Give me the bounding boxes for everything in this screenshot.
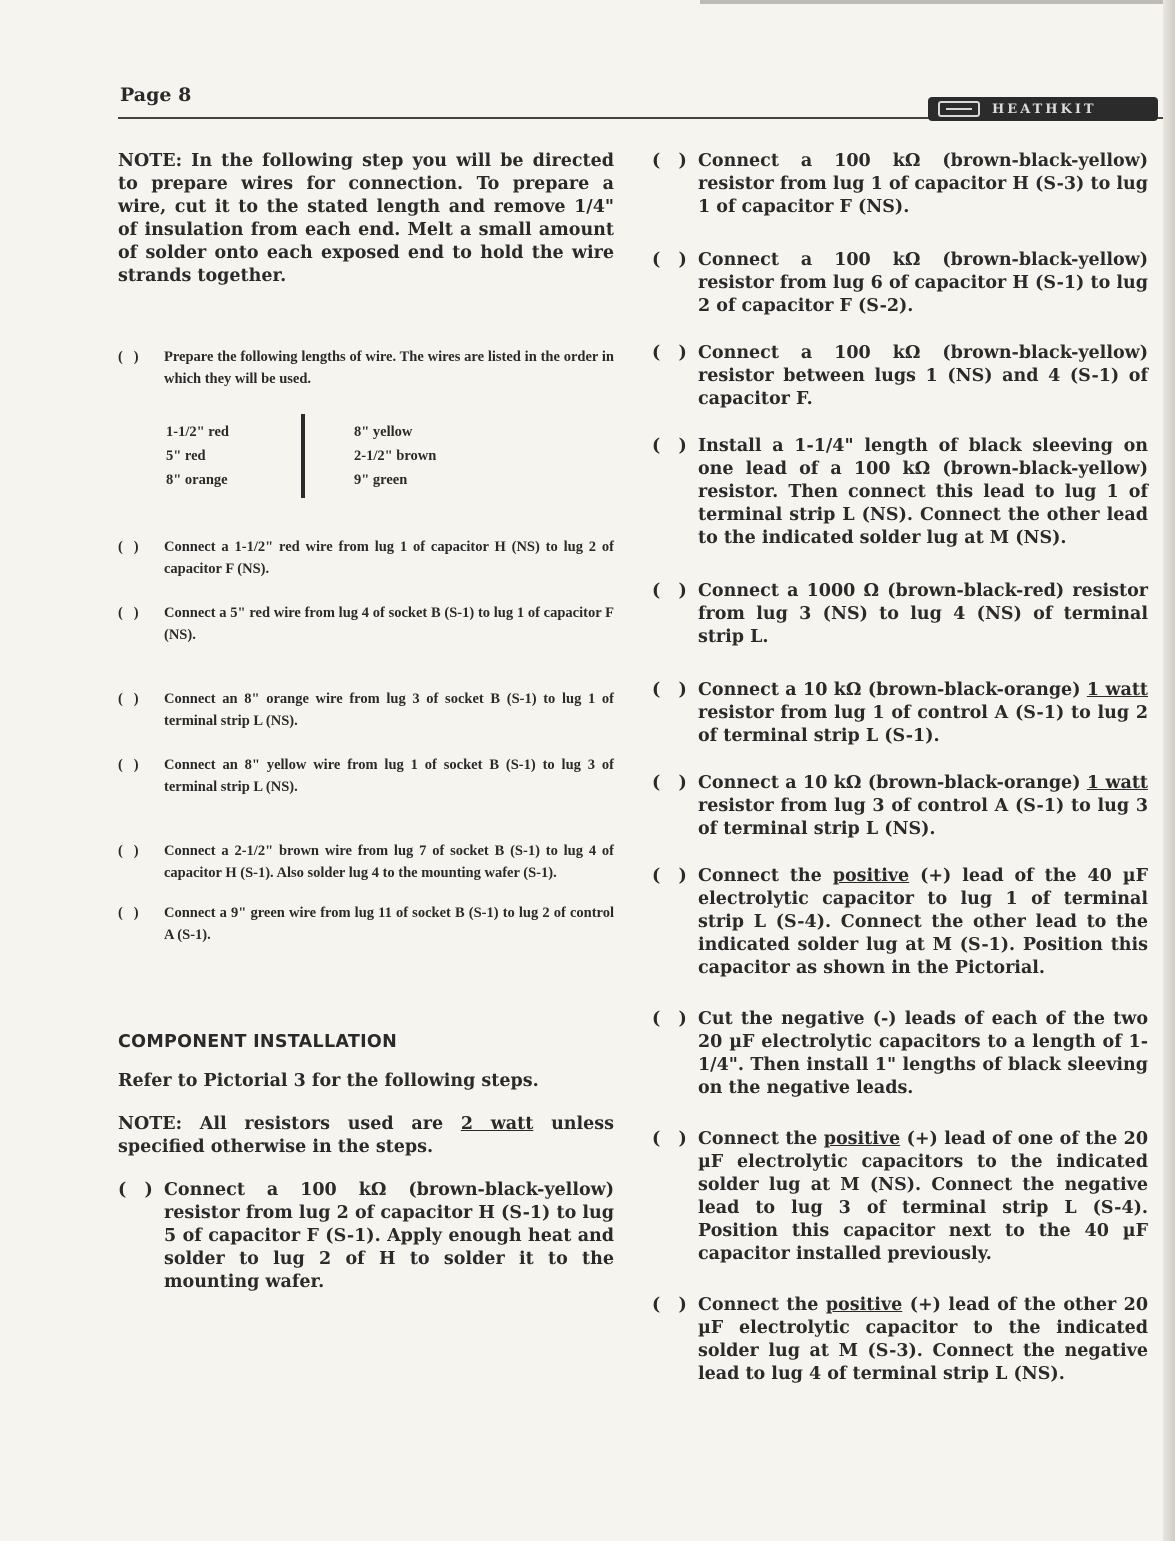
step-r10: [652, 1128, 1148, 1266]
step-text: [698, 865, 1148, 980]
step-text-underlined: positive: [825, 1295, 903, 1315]
step-text: Connect a 1-1/2" red wire from lug 1 of capacitor H (NS) to lug 2 of capacitor F (NS).: [164, 539, 614, 577]
step-text-part: (+) lead of the 40 µF electrolytic capacitor to lug 1 of terminal strip L (S-4). Connect the other lead to the indicated solder lug at M (S-1). Position this capacitor as shown in the Pictorial.: [698, 866, 1148, 978]
step-text-part: Connect the: [698, 1129, 824, 1149]
step-checkbox[interactable]: ( ): [118, 843, 139, 859]
wire-length-list: [166, 420, 614, 510]
step-text-part: resistor from lug 1 of control A (S-1) to lug 2 of terminal strip L (S-1).: [698, 703, 1148, 746]
wire-item: 9" green: [354, 472, 408, 488]
step-r7: [652, 772, 1148, 841]
wire-item: 8" orange: [166, 472, 228, 488]
step-text: [698, 679, 1148, 748]
section-title: COMPONENT INSTALLATION: [118, 1032, 398, 1052]
step-text: Connect a 9" green wire from lug 11 of socket B (S-1) to lug 2 of control A (S-1).: [164, 905, 614, 943]
step-checkbox[interactable]: ( ): [118, 691, 139, 707]
refer-text: Refer to Pictorial 3 for the following steps.: [118, 1071, 539, 1091]
step-text: Connect an 8" yellow wire from lug 1 of socket B (S-1) to lug 3 of terminal strip L (NS).: [164, 757, 614, 795]
step-text-underlined: positive: [832, 866, 910, 886]
page-edge-shadow: [700, 0, 1175, 4]
step-text: Connect a 2-1/2" brown wire from lug 7 of socket B (S-1) to lug 4 of capacitor H (S-1). Also solder lug 4 to the mounting wafer (S-1).: [164, 843, 614, 881]
step-r5: [652, 580, 1148, 649]
step-text: Connect a 100 kΩ (brown-black-yellow) resistor from lug 2 of capacitor H (S-1) to lug 5 of capacitor F (S-1). Apply enough heat and solder to lug 2 of H to solder it to the mounting wafer.: [164, 1180, 614, 1292]
right-column: [652, 150, 1148, 1386]
wire-item: 2-1/2" brown: [354, 448, 437, 464]
step-text: Prepare the following lengths of wire. The wires are listed in the order in which they will be used.: [164, 349, 614, 387]
step-text: Install a 1-1/4" length of black sleeving on one lead of a 100 kΩ (brown-black-yellow) resistor. Then connect this lead to lug 1 of terminal strip L (NS). Connect the other lead to the indicated solder lug at M (NS).: [698, 436, 1148, 548]
step-text: Cut the negative (-) leads of each of the two 20 µF electrolytic capacitors to a length of 1-1/4". Then install 1" lengths of black sleeving on the negative leads.: [698, 1009, 1148, 1098]
page-edge-right: [1163, 0, 1175, 1541]
note-text: NOTE: All resistors used are: [118, 1114, 461, 1134]
step-r9: [652, 1008, 1148, 1100]
logo-text: HEATHKIT: [992, 101, 1097, 117]
step-checkbox[interactable]: ( ): [652, 680, 687, 700]
step-text: Connect a 5" red wire from lug 4 of socket B (S-1) to lug 1 of capacitor F (NS).: [164, 605, 614, 643]
step-checkbox[interactable]: ( ): [652, 581, 687, 601]
page-number: Page 8: [120, 84, 192, 106]
step-text: Connect a 1000 Ω (brown-black-red) resistor from lug 3 (NS) to lug 4 (NS) of terminal strip L.: [698, 581, 1148, 647]
step-prepare-wires: [118, 346, 614, 390]
step-text-underlined: 1 watt: [1086, 773, 1149, 793]
step-wire-6: [118, 902, 614, 946]
heathkit-logo: [928, 97, 1158, 121]
step-checkbox[interactable]: ( ): [118, 349, 139, 365]
heathkit-emblem-icon: [938, 101, 980, 117]
step-wire-1: [118, 536, 614, 580]
step-checkbox[interactable]: ( ): [652, 1129, 687, 1149]
step-wire-5: [118, 840, 614, 884]
step-text-part: Connect a 10 kΩ (brown-black-orange): [698, 680, 1087, 700]
wire-item: 8" yellow: [354, 424, 413, 440]
resistor-note: [118, 1113, 614, 1159]
step-text-part: Connect the: [698, 1295, 826, 1315]
step-checkbox[interactable]: ( ): [652, 250, 687, 270]
step-checkbox[interactable]: ( ): [652, 151, 687, 171]
step-checkbox[interactable]: ( ): [652, 866, 687, 886]
step-wire-4: [118, 754, 614, 798]
step-checkbox[interactable]: ( ): [118, 1180, 153, 1200]
step-r6: [652, 679, 1148, 748]
step-r11: [652, 1294, 1148, 1386]
step-checkbox[interactable]: ( ): [652, 1009, 687, 1029]
wire-list-col2: [354, 420, 436, 492]
step-text: Connect a 100 kΩ (brown-black-yellow) resistor from lug 6 of capacitor H (S-1) to lug 2 of capacitor F (S-2).: [698, 250, 1148, 316]
step-text: [698, 1128, 1148, 1266]
note-underlined: 2 watt: [460, 1114, 534, 1134]
step-text: Connect an 8" orange wire from lug 3 of socket B (S-1) to lug 1 of terminal strip L (NS).: [164, 691, 614, 729]
step-checkbox[interactable]: ( ): [118, 757, 139, 773]
step-r8: [652, 865, 1148, 980]
step-r3: [652, 342, 1148, 411]
step-checkbox[interactable]: ( ): [118, 539, 139, 555]
wire-prep-note: NOTE: In the following step you will be directed to prepare wires for connection. To prepare a wire, cut it to the stated length and remove 1/4" of insulation from each end. Melt a small amount of solder onto each exposed end to hold the wire strands together.: [118, 151, 614, 286]
step-text: Connect a 100 kΩ (brown-black-yellow) resistor between lugs 1 (NS) and 4 (S-1) of capacitor F.: [698, 343, 1148, 409]
step-text-part: (+) lead of the other 20 µF electrolytic capacitor to the indicated solder lug at M (S-3). Connect the negative lead to lug 4 of terminal strip L (NS).: [698, 1295, 1149, 1384]
note-text: unless specified otherwise in the steps.: [118, 1114, 615, 1157]
step-checkbox[interactable]: ( ): [652, 436, 687, 456]
list-divider: [301, 414, 305, 498]
step-checkbox[interactable]: ( ): [652, 1295, 687, 1315]
step-text: [698, 1294, 1148, 1386]
step-text-underlined: positive: [823, 1129, 901, 1149]
step-checkbox[interactable]: ( ): [652, 773, 687, 793]
wire-item: 1-1/2" red: [166, 424, 229, 440]
wire-item: 5" red: [166, 448, 206, 464]
step-text-underlined: 1 watt: [1086, 680, 1149, 700]
step-text: Connect a 100 kΩ (brown-black-yellow) resistor from lug 1 of capacitor H (S-3) to lug 1 of capacitor F (NS).: [698, 151, 1148, 217]
step-checkbox[interactable]: ( ): [652, 343, 687, 363]
step-r2: [652, 249, 1148, 318]
step-text-part: Connect a 10 kΩ (brown-black-orange): [698, 773, 1087, 793]
step-r4: [652, 435, 1148, 550]
step-text-part: resistor from lug 3 of control A (S-1) to lug 3 of terminal strip L (NS).: [698, 796, 1148, 839]
step-checkbox[interactable]: ( ): [118, 605, 139, 621]
step-r1: [652, 150, 1148, 219]
step-wire-2: [118, 602, 614, 646]
step-text-part: (+) lead of one of the 20 µF electrolytic capacitors to the indicated solder lug at M (NS). Connect the negative lead to lug 3 of terminal strip L (S-4). Position this capacitor next to the 40 µF capacitor installed previously.: [698, 1129, 1149, 1264]
step-checkbox[interactable]: ( ): [118, 905, 139, 921]
left-column: [118, 150, 614, 1294]
step-text: [698, 772, 1148, 841]
step-text-part: Connect the: [698, 866, 833, 886]
wire-list-col1: [166, 420, 229, 492]
step-wire-3: [118, 688, 614, 732]
step-resistor-1: [118, 1179, 614, 1294]
